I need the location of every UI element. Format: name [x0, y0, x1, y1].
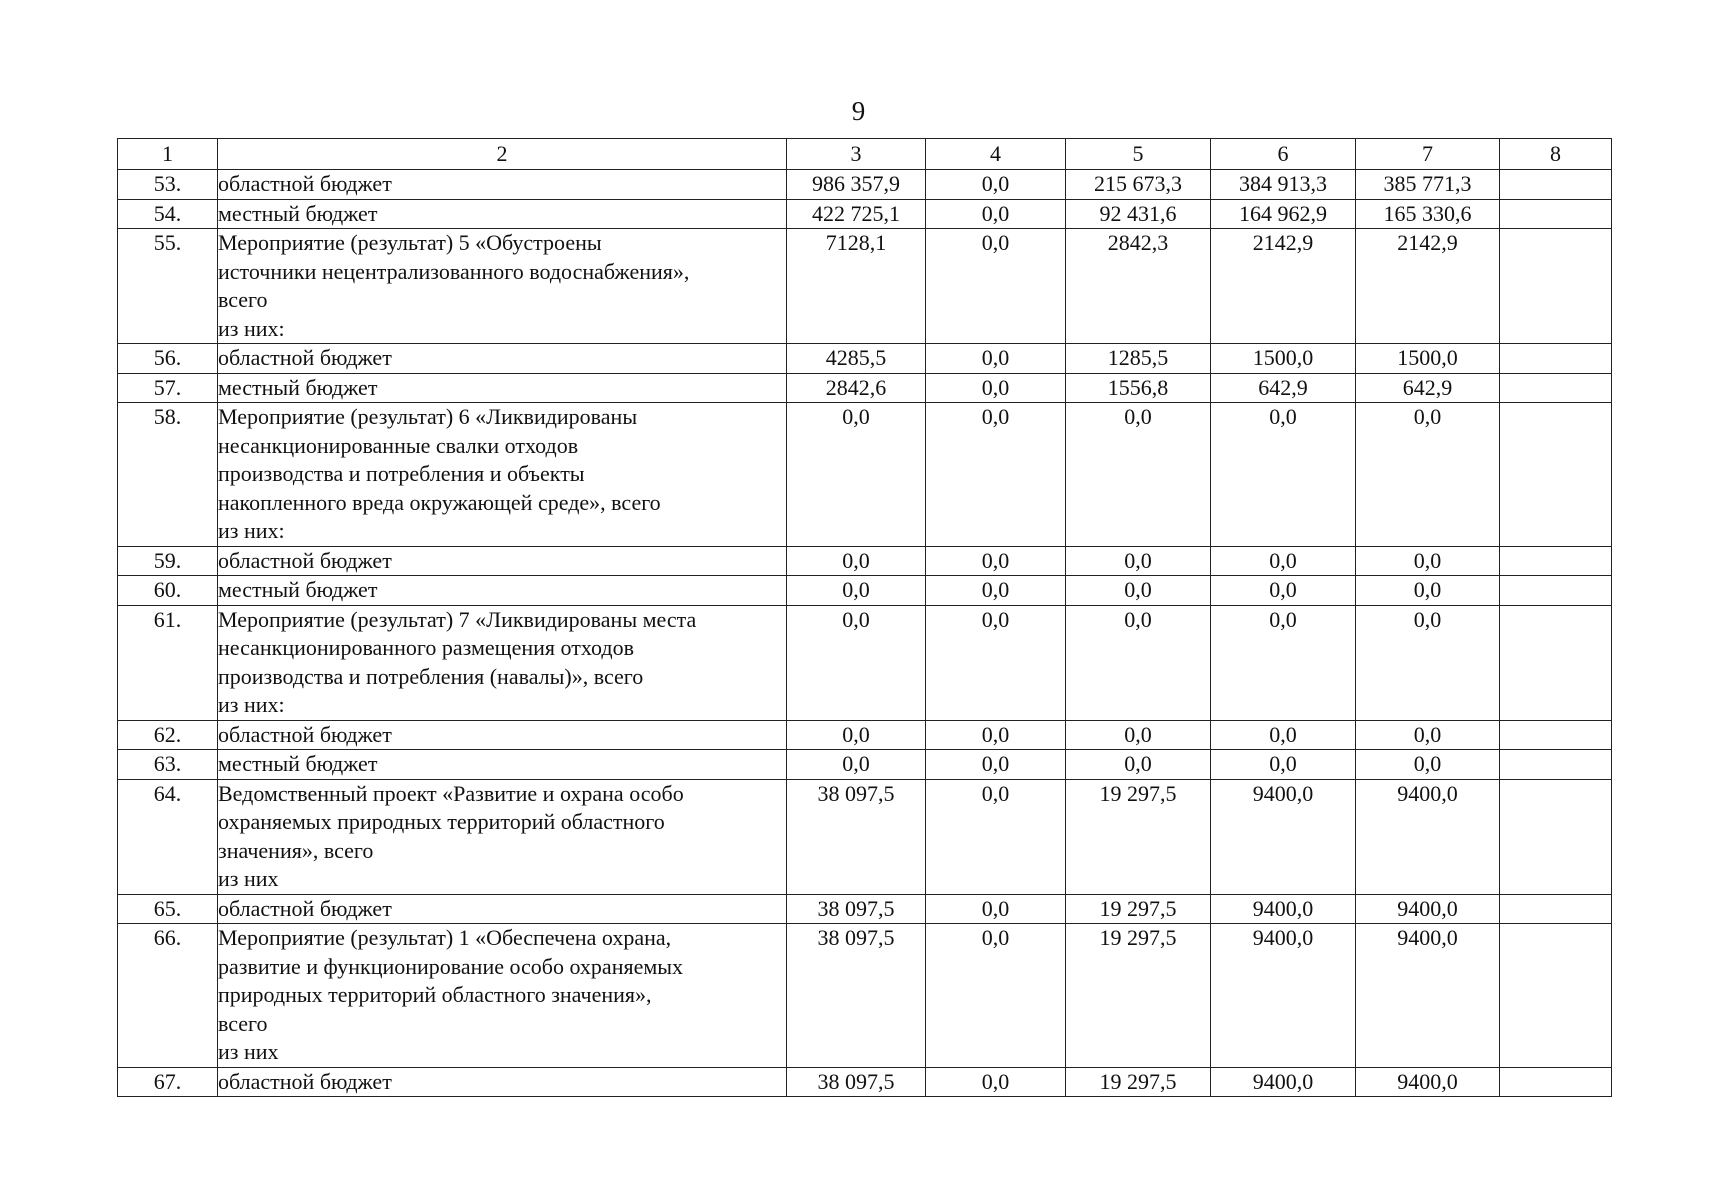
table-row: [118, 546, 1612, 576]
value-cell-col-4: 0,0: [926, 229, 1066, 344]
value-cell-col-5: 0,0: [1066, 605, 1211, 720]
value-cell-col-4: 0,0: [926, 373, 1066, 403]
value-cell-col-3: 0,0: [787, 720, 926, 750]
value-cell-col-4: 0,0: [926, 779, 1066, 894]
description-line: Мероприятие (результат) 6 «Ликвидированы: [218, 404, 638, 429]
row-description: [218, 894, 787, 924]
value-cell-col-6: 0,0: [1211, 546, 1356, 576]
value-cell-col-6: 164 962,9: [1211, 199, 1356, 229]
description-line: местный бюджет: [218, 200, 378, 226]
value-cell-col-7: 0,0: [1356, 605, 1500, 720]
value-cell-col-8: [1500, 605, 1612, 720]
value-cell-col-3: 0,0: [787, 546, 926, 576]
value-cell-col-8: [1500, 344, 1612, 374]
row-number: 58.: [118, 403, 218, 547]
value-cell-col-5: 0,0: [1066, 546, 1211, 576]
row-description: [218, 199, 787, 229]
value-cell-col-4: 0,0: [926, 894, 1066, 924]
value-cell-col-6: 0,0: [1211, 403, 1356, 547]
table-row: [118, 894, 1612, 924]
value-cell-col-8: [1500, 546, 1612, 576]
row-description: [218, 779, 787, 894]
value-cell-col-6: 1500,0: [1211, 344, 1356, 374]
value-cell-col-8: [1500, 750, 1612, 780]
value-cell-col-8: [1500, 229, 1612, 344]
value-cell-col-8: [1500, 403, 1612, 547]
row-description: [218, 576, 787, 606]
row-number: 55.: [118, 229, 218, 344]
column-header: 3: [787, 139, 926, 170]
value-cell-col-3: 38 097,5: [787, 894, 926, 924]
description-line: несанкционированные свалки отходов: [218, 432, 579, 458]
description-line: из них:: [218, 518, 285, 543]
value-cell-col-8: [1500, 576, 1612, 606]
description-line: природных территорий областного значения»,: [218, 982, 652, 1007]
value-cell-col-4: 0,0: [926, 199, 1066, 229]
description-line: из них: [218, 866, 279, 891]
row-description: [218, 546, 787, 576]
description-line: охраняемых природных территорий областного: [218, 809, 665, 834]
value-cell-col-4: 0,0: [926, 924, 1066, 1068]
value-cell-col-6: 9400,0: [1211, 924, 1356, 1068]
value-cell-col-8: [1500, 894, 1612, 924]
value-cell-col-7: 0,0: [1356, 546, 1500, 576]
row-description: [218, 229, 787, 344]
value-cell-col-7: 9400,0: [1356, 894, 1500, 924]
row-number: 63.: [118, 750, 218, 780]
value-cell-col-4: 0,0: [926, 344, 1066, 374]
row-number: 60.: [118, 576, 218, 606]
value-cell-col-6: 9400,0: [1211, 779, 1356, 894]
value-cell-col-7: 9400,0: [1356, 1067, 1500, 1097]
value-cell-col-4: 0,0: [926, 170, 1066, 200]
value-cell-col-4: 0,0: [926, 750, 1066, 780]
value-cell-col-6: 9400,0: [1211, 894, 1356, 924]
description-line: местный бюджет: [218, 751, 378, 776]
column-header: 6: [1211, 139, 1356, 170]
value-cell-col-3: 38 097,5: [787, 924, 926, 1068]
table-row: [118, 1067, 1612, 1097]
column-header: 1: [118, 139, 218, 170]
value-cell-col-5: 19 297,5: [1066, 779, 1211, 894]
description-line: из них: [218, 1039, 279, 1064]
value-cell-col-5: 215 673,3: [1066, 170, 1211, 200]
table-row: [118, 720, 1612, 750]
description-line: источники нецентрализованного водоснабжения»,: [218, 258, 690, 284]
row-number: 62.: [118, 720, 218, 750]
description-line: местный бюджет: [218, 374, 378, 400]
description-line: Мероприятие (результат) 5 «Обустроены: [218, 230, 602, 255]
description-line: накопленного вреда окружающей среде», всего: [218, 489, 661, 515]
value-cell-col-8: [1500, 170, 1612, 200]
description-line: из них:: [218, 692, 285, 717]
value-cell-col-6: 0,0: [1211, 750, 1356, 780]
column-header: 4: [926, 139, 1066, 170]
row-number: 67.: [118, 1067, 218, 1097]
description-line: областной бюджет: [218, 171, 392, 196]
row-description: [218, 403, 787, 547]
value-cell-col-5: 92 431,6: [1066, 199, 1211, 229]
description-line: Мероприятие (результат) 7 «Ликвидированы места: [218, 606, 697, 632]
row-number: 65.: [118, 894, 218, 924]
value-cell-col-4: 0,0: [926, 546, 1066, 576]
value-cell-col-3: 38 097,5: [787, 1067, 926, 1097]
description-line: всего: [218, 1010, 268, 1036]
column-header: 2: [218, 139, 787, 170]
value-cell-col-3: 0,0: [787, 576, 926, 606]
value-cell-col-5: 19 297,5: [1066, 1067, 1211, 1097]
row-description: [218, 170, 787, 200]
description-line: областной бюджет: [218, 895, 392, 921]
table-row: [118, 373, 1612, 403]
value-cell-col-8: [1500, 199, 1612, 229]
row-number: 59.: [118, 546, 218, 576]
table-row: [118, 170, 1612, 200]
table-row: [118, 576, 1612, 606]
row-number: 64.: [118, 779, 218, 894]
value-cell-col-6: 642,9: [1211, 373, 1356, 403]
value-cell-col-5: 19 297,5: [1066, 924, 1211, 1068]
budget-table: [117, 138, 1612, 1097]
value-cell-col-3: 7128,1: [787, 229, 926, 344]
column-header: 5: [1066, 139, 1211, 170]
value-cell-col-5: 1285,5: [1066, 344, 1211, 374]
value-cell-col-8: [1500, 924, 1612, 1068]
value-cell-col-7: 642,9: [1356, 373, 1500, 403]
value-cell-col-6: 0,0: [1211, 720, 1356, 750]
value-cell-col-3: 986 357,9: [787, 170, 926, 200]
description-line: всего: [218, 287, 268, 312]
column-header: 8: [1500, 139, 1612, 170]
value-cell-col-8: [1500, 720, 1612, 750]
value-cell-col-4: 0,0: [926, 720, 1066, 750]
table-row: [118, 605, 1612, 720]
row-number: 61.: [118, 605, 218, 720]
value-cell-col-3: 0,0: [787, 403, 926, 547]
description-line: областной бюджет: [218, 345, 392, 370]
value-cell-col-6: 9400,0: [1211, 1067, 1356, 1097]
value-cell-col-7: 165 330,6: [1356, 199, 1500, 229]
value-cell-col-3: 2842,6: [787, 373, 926, 403]
value-cell-col-5: 0,0: [1066, 576, 1211, 606]
value-cell-col-6: 2142,9: [1211, 229, 1356, 344]
value-cell-col-5: 2842,3: [1066, 229, 1211, 344]
row-number: 56.: [118, 344, 218, 374]
row-description: [218, 750, 787, 780]
value-cell-col-5: 0,0: [1066, 750, 1211, 780]
row-number: 53.: [118, 170, 218, 200]
table-row: [118, 344, 1612, 374]
value-cell-col-7: 9400,0: [1356, 924, 1500, 1068]
description-line: развитие и функционирование особо охраняемых: [218, 953, 684, 979]
value-cell-col-4: 0,0: [926, 576, 1066, 606]
value-cell-col-3: 38 097,5: [787, 779, 926, 894]
value-cell-col-6: 0,0: [1211, 605, 1356, 720]
description-line: Ведомственный проект «Развитие и охрана особо: [218, 780, 684, 806]
row-description: [218, 1067, 787, 1097]
table-row: [118, 199, 1612, 229]
value-cell-col-7: 0,0: [1356, 720, 1500, 750]
description-line: Мероприятие (результат) 1 «Обеспечена охрана,: [218, 925, 672, 950]
value-cell-col-8: [1500, 779, 1612, 894]
description-line: несанкционированного размещения отходов: [218, 635, 634, 660]
value-cell-col-5: 1556,8: [1066, 373, 1211, 403]
table-row: [118, 229, 1612, 344]
value-cell-col-8: [1500, 373, 1612, 403]
row-description: [218, 605, 787, 720]
table-row: [118, 924, 1612, 1068]
value-cell-col-7: 385 771,3: [1356, 170, 1500, 200]
value-cell-col-7: 9400,0: [1356, 779, 1500, 894]
value-cell-col-5: 0,0: [1066, 720, 1211, 750]
value-cell-col-7: 0,0: [1356, 750, 1500, 780]
table-row: [118, 779, 1612, 894]
value-cell-col-3: 0,0: [787, 605, 926, 720]
table-row: [118, 403, 1612, 547]
value-cell-col-7: 0,0: [1356, 576, 1500, 606]
value-cell-col-6: 384 913,3: [1211, 170, 1356, 200]
value-cell-col-8: [1500, 1067, 1612, 1097]
row-number: 57.: [118, 373, 218, 403]
value-cell-col-7: 2142,9: [1356, 229, 1500, 344]
row-number: 54.: [118, 199, 218, 229]
value-cell-col-3: 0,0: [787, 750, 926, 780]
row-description: [218, 373, 787, 403]
description-line: областной бюджет: [218, 721, 392, 747]
table-body: [118, 170, 1612, 1097]
column-header: 7: [1356, 139, 1500, 170]
page-number: 9: [851, 96, 866, 126]
table-header-row: [118, 139, 1612, 170]
table-row: [118, 750, 1612, 780]
value-cell-col-5: 19 297,5: [1066, 894, 1211, 924]
value-cell-col-3: 422 725,1: [787, 199, 926, 229]
row-description: [218, 344, 787, 374]
row-number: 66.: [118, 924, 218, 1068]
value-cell-col-4: 0,0: [926, 605, 1066, 720]
value-cell-col-4: 0,0: [926, 1067, 1066, 1097]
value-cell-col-7: 1500,0: [1356, 344, 1500, 374]
description-line: производства и потребления и объекты: [218, 461, 585, 486]
description-line: местный бюджет: [218, 577, 378, 602]
description-line: из них:: [218, 315, 285, 341]
value-cell-col-5: 0,0: [1066, 403, 1211, 547]
value-cell-col-4: 0,0: [926, 403, 1066, 547]
description-line: областной бюджет: [218, 547, 392, 573]
value-cell-col-6: 0,0: [1211, 576, 1356, 606]
row-description: [218, 924, 787, 1068]
row-description: [218, 720, 787, 750]
description-line: областной бюджет: [218, 1068, 392, 1094]
value-cell-col-3: 4285,5: [787, 344, 926, 374]
description-line: производства и потребления (навалы)», всего: [218, 663, 644, 689]
description-line: значения», всего: [218, 837, 374, 863]
value-cell-col-7: 0,0: [1356, 403, 1500, 547]
